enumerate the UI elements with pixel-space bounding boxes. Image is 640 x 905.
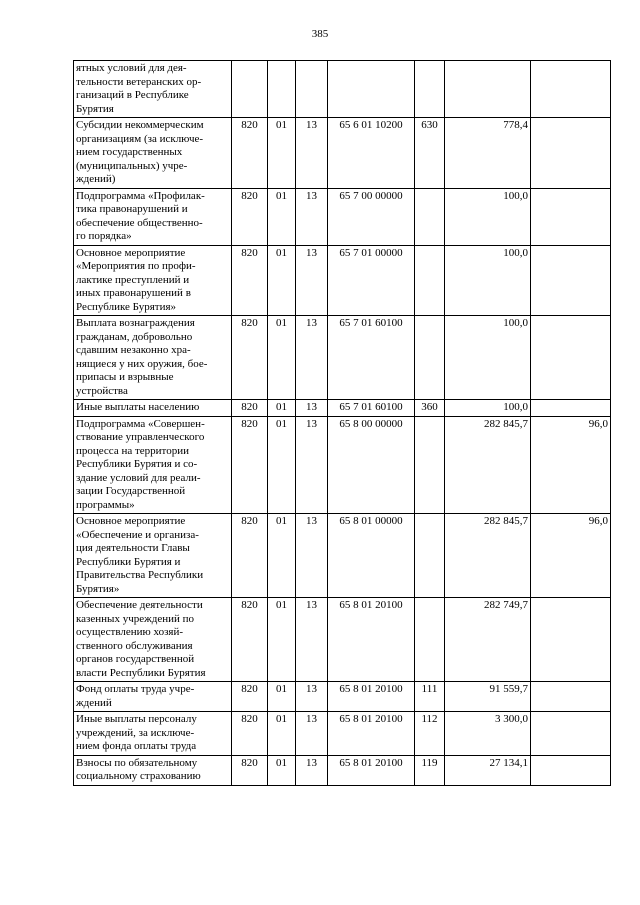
ministry-code-cell: 820 [232,682,268,712]
amount-cell: 778,4 [445,118,531,189]
budget-table [73,60,611,786]
table-row [74,712,611,756]
table-row [74,188,611,245]
table-row [74,416,611,514]
section-code-cell: 01 [268,245,296,316]
percent-cell [531,188,611,245]
percent-cell: 96,0 [531,514,611,598]
percent-cell [531,682,611,712]
percent-cell [531,598,611,682]
subsection-code-cell: 13 [296,712,328,756]
percent-cell [531,712,611,756]
ministry-code-cell: 820 [232,755,268,785]
section-code-cell: 01 [268,316,296,400]
subsection-code-cell: 13 [296,188,328,245]
section-code-cell: 01 [268,682,296,712]
target-article-cell: 65 8 01 20100 [328,598,415,682]
row-name-cell: Подпрограмма «Совершен- ствование управленческого процесса на территории Республики Бурятия и со- здание условий для реали- зации Государственной программы» [74,416,232,514]
table-row [74,598,611,682]
ministry-code-cell: 820 [232,712,268,756]
target-article-cell: 65 8 01 20100 [328,682,415,712]
subsection-code-cell: 13 [296,118,328,189]
row-name-cell: Выплата вознаграждения гражданам, добровольно сдавшим незаконно хра- нящиеся у них оружия, бое- припасы и взрывные устройства [74,316,232,400]
ministry-code-cell: 820 [232,188,268,245]
subsection-code-cell: 13 [296,598,328,682]
target-article-cell: 65 8 01 00000 [328,514,415,598]
target-article-cell [328,61,415,118]
expense-type-cell: 119 [415,755,445,785]
percent-cell [531,755,611,785]
amount-cell: 100,0 [445,316,531,400]
section-code-cell: 01 [268,188,296,245]
ministry-code-cell: 820 [232,416,268,514]
row-name-cell: Иные выплаты населению [74,400,232,417]
expense-type-cell [415,245,445,316]
ministry-code-cell [232,61,268,118]
target-article-cell: 65 7 01 60100 [328,400,415,417]
table-row [74,755,611,785]
table-row [74,61,611,118]
section-code-cell: 01 [268,416,296,514]
table-row [74,118,611,189]
section-code-cell: 01 [268,712,296,756]
row-name-cell: Основное мероприятие «Обеспечение и организа- ция деятельности Главы Республики Бурятия и Правительства Республики Бурятия» [74,514,232,598]
percent-cell [531,61,611,118]
section-code-cell: 01 [268,118,296,189]
ministry-code-cell: 820 [232,245,268,316]
table-row [74,514,611,598]
row-name-cell: Иные выплаты персоналу учреждений, за исключе- нием фонда оплаты труда [74,712,232,756]
expense-type-cell [415,514,445,598]
ministry-code-cell: 820 [232,598,268,682]
target-article-cell: 65 7 00 00000 [328,188,415,245]
amount-cell: 282 845,7 [445,514,531,598]
expense-type-cell [415,598,445,682]
row-name-cell: Подпрограмма «Профилак- тика правонарушений и обеспечение общественно- го порядка» [74,188,232,245]
expense-type-cell [415,188,445,245]
amount-cell: 27 134,1 [445,755,531,785]
row-name-cell: Субсидии некоммерческим организациям (за исключе- нием государственных (муниципальных) учре- ждений) [74,118,232,189]
percent-cell: 96,0 [531,416,611,514]
target-article-cell: 65 8 01 20100 [328,712,415,756]
expense-type-cell: 630 [415,118,445,189]
target-article-cell: 65 8 00 00000 [328,416,415,514]
amount-cell: 100,0 [445,188,531,245]
subsection-code-cell: 13 [296,316,328,400]
section-code-cell [268,61,296,118]
row-name-cell: Обеспечение деятельности казенных учреждений по осуществлению хозяй- ственного обслуживания органов государственной власти Республики Бурятия [74,598,232,682]
amount-cell [445,61,531,118]
subsection-code-cell: 13 [296,755,328,785]
percent-cell [531,316,611,400]
ministry-code-cell: 820 [232,316,268,400]
expense-type-cell [415,416,445,514]
subsection-code-cell: 13 [296,400,328,417]
row-name-cell: Основное мероприятие «Мероприятия по профи- лактике преступлений и иных правонарушений в Республике Бурятия» [74,245,232,316]
amount-cell: 100,0 [445,245,531,316]
target-article-cell: 65 7 01 60100 [328,316,415,400]
amount-cell: 282 749,7 [445,598,531,682]
table-row [74,245,611,316]
subsection-code-cell: 13 [296,245,328,316]
percent-cell [531,400,611,417]
percent-cell [531,118,611,189]
ministry-code-cell: 820 [232,514,268,598]
percent-cell [531,245,611,316]
ministry-code-cell: 820 [232,400,268,417]
page-number: 385 [311,28,329,40]
table-row [74,400,611,417]
subsection-code-cell: 13 [296,682,328,712]
row-name-cell: Взносы по обязательному социальному страхованию [74,755,232,785]
section-code-cell: 01 [268,514,296,598]
expense-type-cell: 112 [415,712,445,756]
expense-type-cell: 360 [415,400,445,417]
amount-cell: 3 300,0 [445,712,531,756]
row-name-cell: ятных условий для дея- тельности ветеранских ор- ганизаций в Республике Бурятия [74,61,232,118]
section-code-cell: 01 [268,400,296,417]
amount-cell: 282 845,7 [445,416,531,514]
subsection-code-cell: 13 [296,416,328,514]
ministry-code-cell: 820 [232,118,268,189]
table-row [74,682,611,712]
subsection-code-cell [296,61,328,118]
expense-type-cell [415,316,445,400]
target-article-cell: 65 6 01 10200 [328,118,415,189]
expense-type-cell [415,61,445,118]
table-row [74,316,611,400]
subsection-code-cell: 13 [296,514,328,598]
section-code-cell: 01 [268,755,296,785]
amount-cell: 91 559,7 [445,682,531,712]
target-article-cell: 65 8 01 20100 [328,755,415,785]
row-name-cell: Фонд оплаты труда учре- ждений [74,682,232,712]
expense-type-cell: 111 [415,682,445,712]
amount-cell: 100,0 [445,400,531,417]
target-article-cell: 65 7 01 00000 [328,245,415,316]
section-code-cell: 01 [268,598,296,682]
